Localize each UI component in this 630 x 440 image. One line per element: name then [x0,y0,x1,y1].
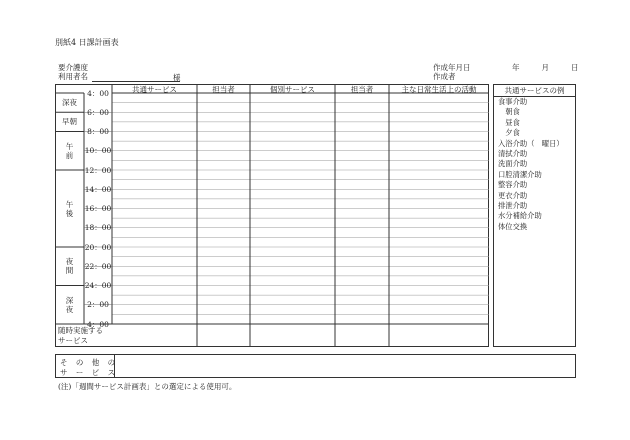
other-services-label-1: そ の 他 の [60,358,119,367]
service-example-item: 水分補給介助 [498,211,542,221]
service-example-item: 入浴介助（ 曜日） [498,138,564,148]
service-example-item: 昼食 [498,117,520,127]
time-label: 18：00 [84,223,112,233]
service-examples-list [498,97,564,232]
service-example-item: 整容介助 [498,180,528,190]
period-label: 夜 間 [65,257,74,276]
service-example-item: 食事介助 [498,97,528,106]
user-name-label: 利用者名 [58,72,88,81]
creator-label: 作成者 [433,72,456,81]
time-label: 20：00 [84,242,112,252]
column-header: 個別サービス [270,84,315,94]
honorific: 様 [173,73,181,82]
other-services-divider [114,355,115,377]
service-example-item: 更衣介助 [498,190,528,200]
service-example-item: 洗面介助 [498,159,528,169]
service-example-item: 体位交換 [498,221,528,231]
period-label: 午 後 [65,199,74,218]
period-label: 深夜 [62,98,77,108]
service-example-item: 口腔清潔介助 [498,169,542,179]
time-label: 12：00 [84,165,112,175]
other-services-box [55,354,576,378]
time-label: 16：00 [84,204,112,213]
column-header: 共通サービス [132,84,177,94]
column-header: 主な日常生活上の活動 [401,84,477,94]
service-example-item: 排泄介助 [498,201,528,211]
day-label: 日 [571,63,579,72]
service-example-item: 朝食 [498,107,520,117]
as-needed-services-label: 随時実施する サービス [58,326,103,345]
column-header: 担当者 [350,84,374,94]
period-label: 早朝 [62,117,77,127]
care-level-label: 要介護度 [58,63,88,72]
schedule-grid [55,84,489,347]
created-date-label: 作成年月日 [433,63,471,72]
period-label: 深 夜 [65,295,74,314]
period-label: 午 前 [65,141,74,160]
grid-border [56,85,489,347]
grid-lines [55,84,489,347]
service-examples-box [493,84,576,347]
date-fields [512,63,601,72]
document-title: 別紙4 日課計画表 [55,38,119,47]
column-header: 担当者 [212,84,235,94]
time-label: 4：00 [87,319,109,329]
time-label: 4：00 [87,88,109,98]
other-services-label-2: サ ー ビ ス [60,368,119,377]
time-label: 14：00 [84,184,112,194]
time-label: 10：00 [84,146,112,156]
time-label: 2：00 [87,300,109,310]
service-example-item: 夕食 [498,128,520,138]
service-examples-header: 共通サービスの例 [494,85,575,97]
time-label: 6：00 [87,107,109,117]
user-name-field[interactable] [92,81,180,82]
service-example-item: 清拭介助 [498,149,528,159]
time-label: 24：00 [84,281,112,290]
month-label: 月 [541,63,549,72]
time-label: 8：00 [87,127,109,136]
year-label: 年 [512,63,520,72]
time-label: 22：00 [84,261,112,271]
footnote: (注)「週間サービス計画表」との選定による使用可。 [58,382,237,391]
